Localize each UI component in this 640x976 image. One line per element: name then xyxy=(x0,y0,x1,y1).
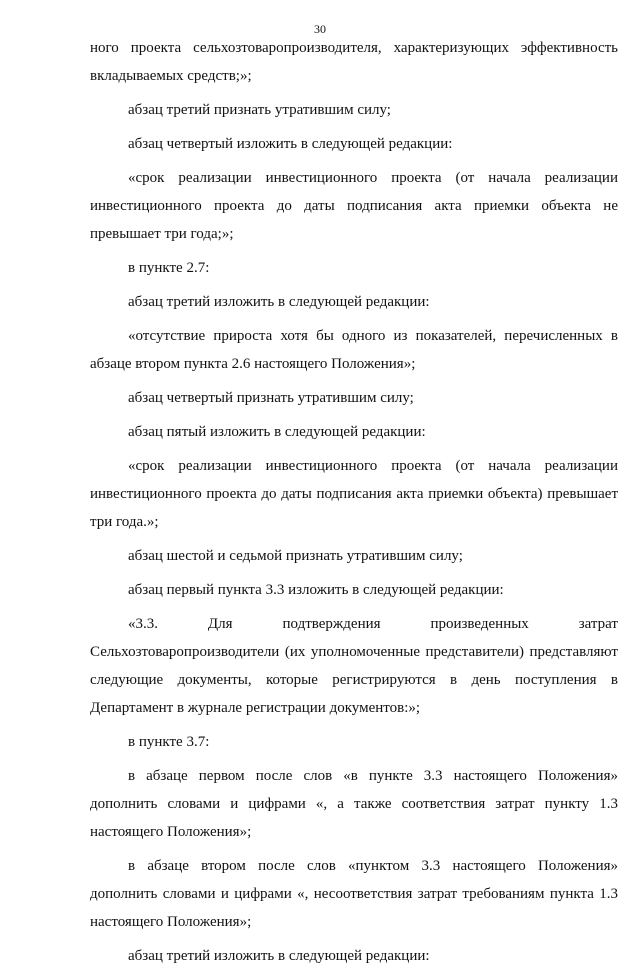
paragraph: абзац пятый изложить в следующей редакции: xyxy=(128,424,426,440)
paragraph-quote: «3.3. Для подтверждения произведенных затрат Сельхозтоваропроизводители (их уполномоченные представители) представляют следующие документы, которые регистрируются в день поступления в Департамент в журнале регистрации документов:»; xyxy=(90,616,618,716)
paragraph: абзац четвертый признать утратившим силу; xyxy=(128,390,414,406)
paragraph: абзац третий изложить в следующей редакции: xyxy=(128,948,430,964)
paragraph: в абзаце первом после слов «в пункте 3.3 настоящего Положения» дополнить словами и цифрами «, а также соответствия затрат пункту 1.3 настоящего Положения»; xyxy=(90,768,618,840)
paragraph-continuation: ного проекта сельхозтоваропроизводителя, характеризующих эффективность вкладываемых средств;»; xyxy=(90,40,618,84)
page-number: 30 xyxy=(314,22,326,36)
paragraph: в пункте 2.7: xyxy=(128,260,210,276)
paragraph-quote: «срок реализации инвестиционного проекта (от начала реализации инвестиционного проекта до даты подписания акта приемки объекта) превышает три года.»; xyxy=(90,458,618,530)
paragraph: абзац первый пункта 3.3 изложить в следующей редакции: xyxy=(128,582,504,598)
paragraph: в абзаце втором после слов «пунктом 3.3 настоящего Положения» дополнить словами и цифрами «, несоответствия затрат требованиям пункта 1.3 настоящего Положения»; xyxy=(90,858,618,930)
paragraph: абзац шестой и седьмой признать утратившим силу; xyxy=(128,548,463,564)
paragraph-quote: «срок реализации инвестиционного проекта (от начала реализации инвестиционного проекта до даты подписания акта приемки объекта не превышает три года;»; xyxy=(90,170,618,242)
paragraph: абзац третий изложить в следующей редакции: xyxy=(128,294,430,310)
paragraph: абзац четвертый изложить в следующей редакции: xyxy=(128,136,453,152)
paragraph: в пункте 3.7: xyxy=(128,734,210,750)
paragraph-quote: «отсутствие прироста хотя бы одного из показателей, перечисленных в абзаце втором пункта 2.6 настоящего Положения»; xyxy=(90,328,618,372)
document-body xyxy=(90,34,618,976)
paragraph: абзац третий признать утратившим силу; xyxy=(128,102,391,118)
